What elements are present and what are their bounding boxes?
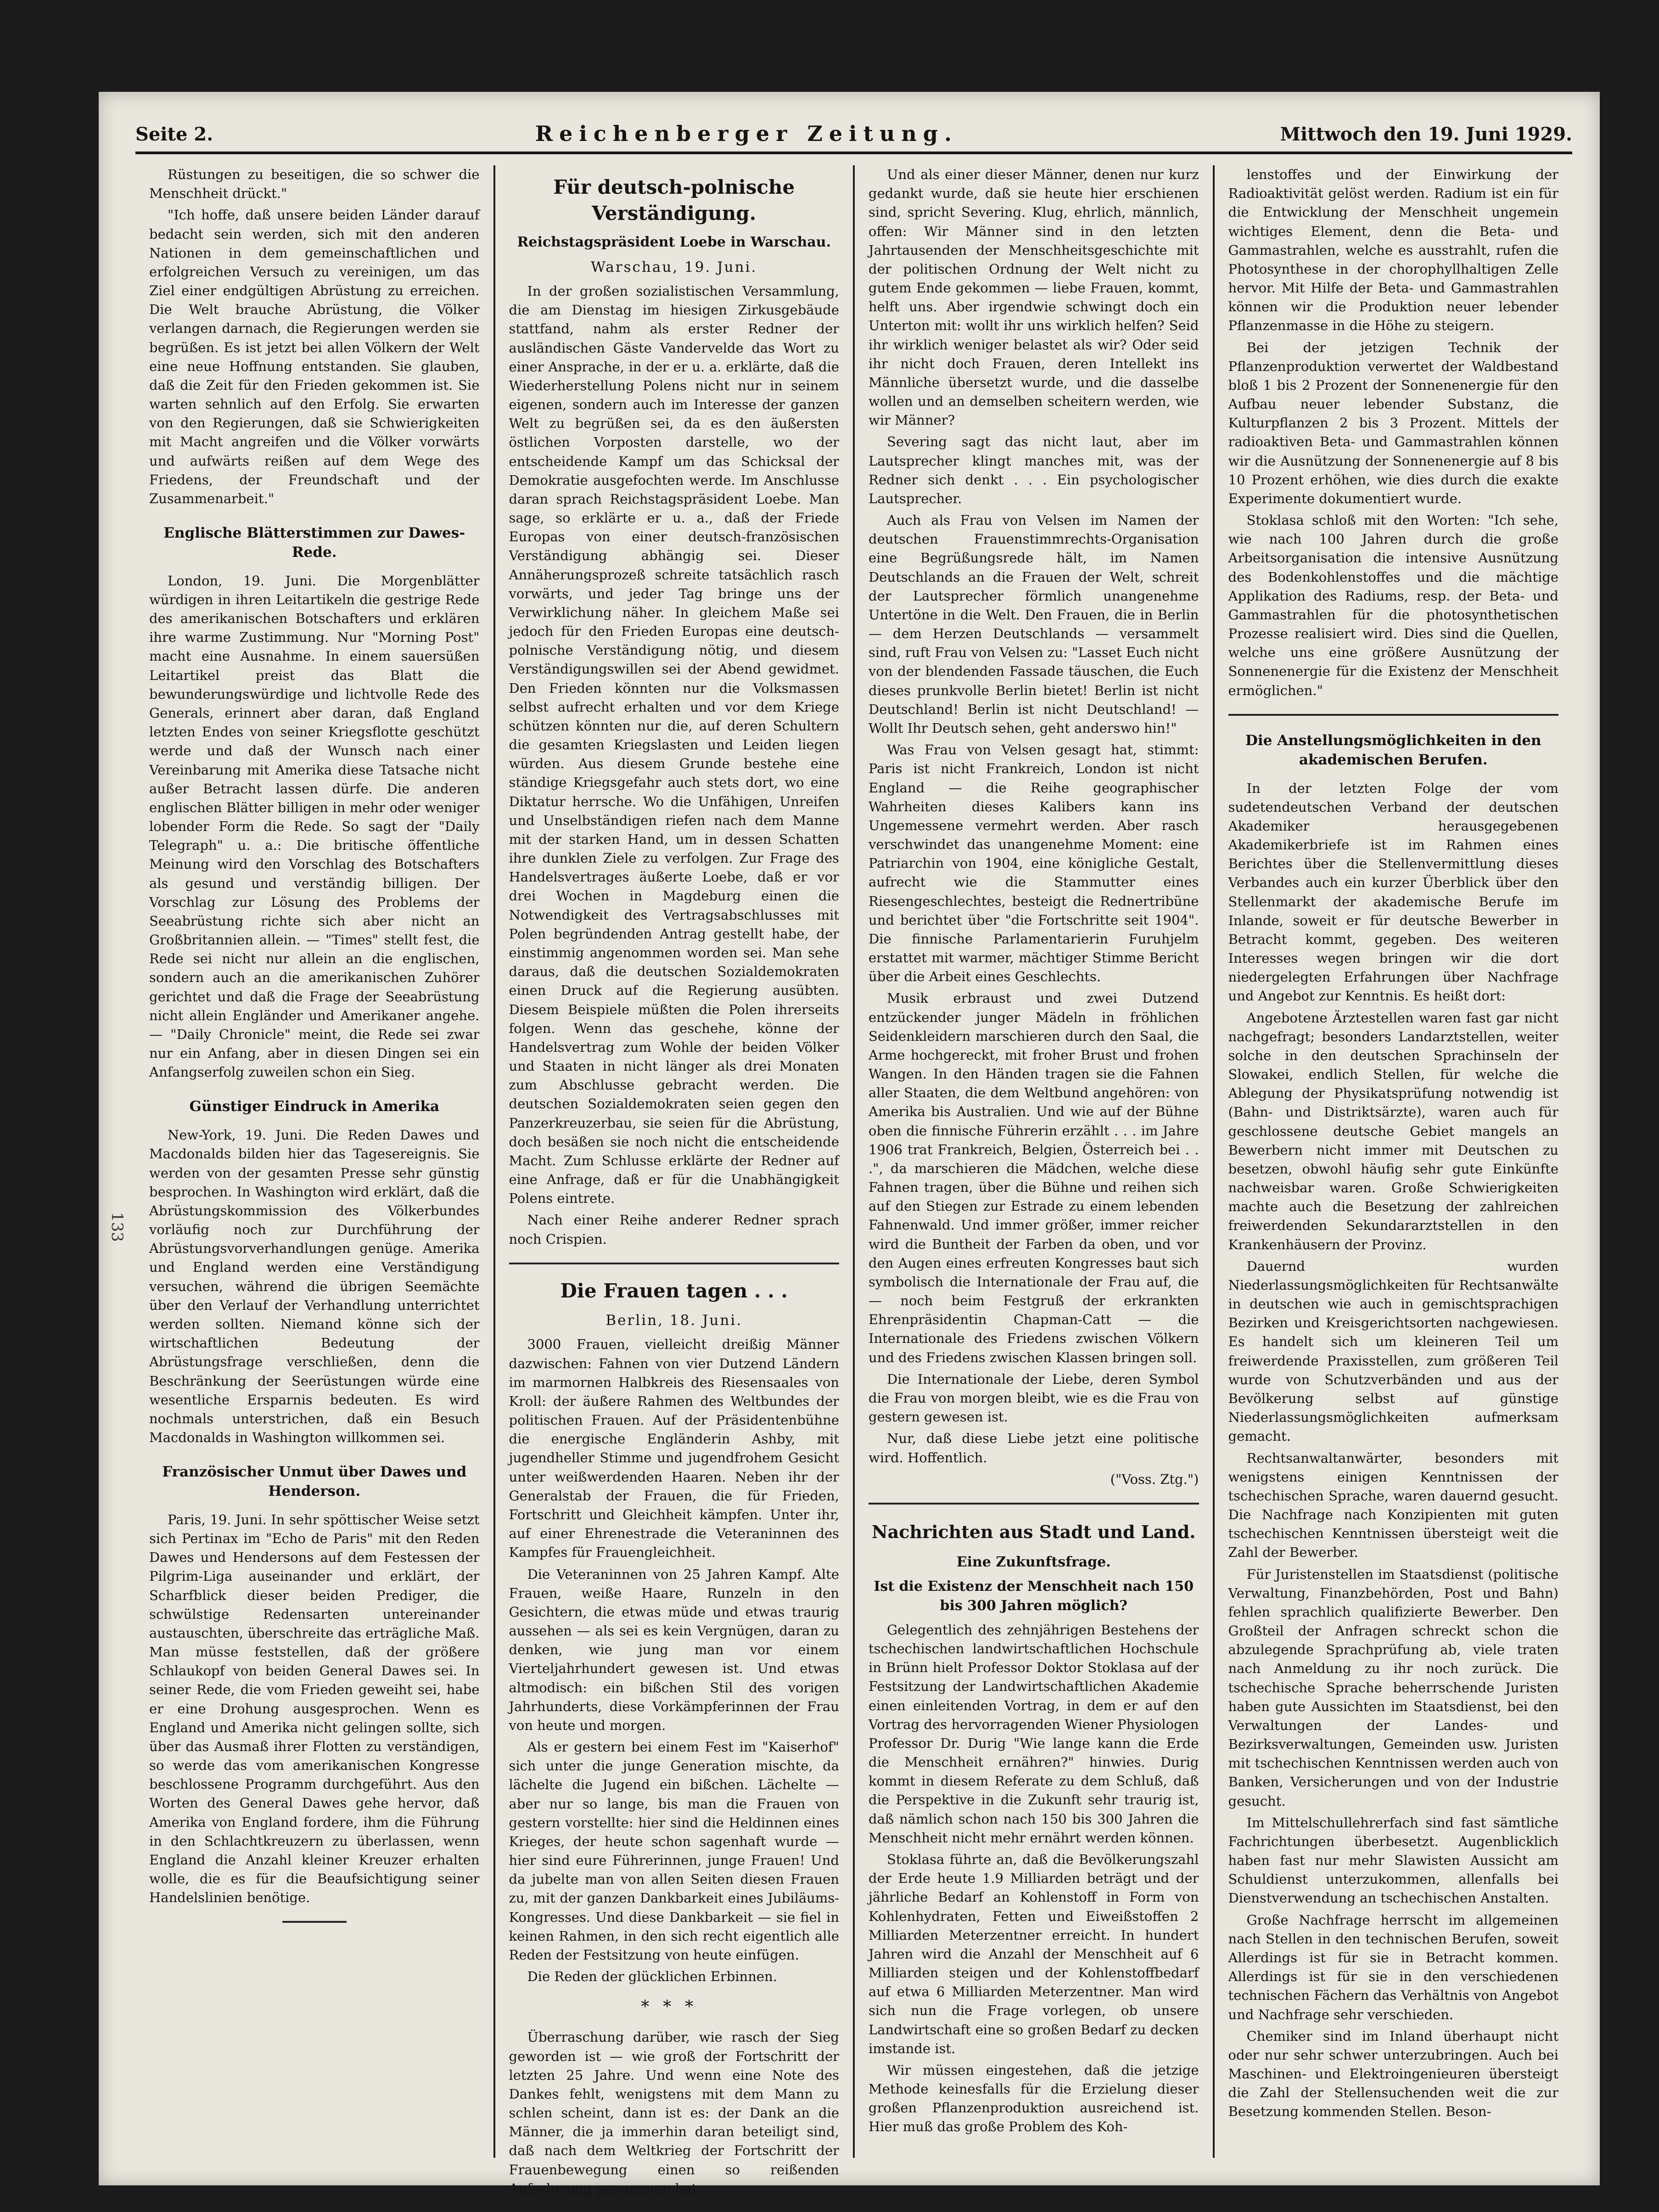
- newspaper-title: Reichenberger Zeitung.: [535, 121, 958, 146]
- article-subheadline: Reichstagspräsident Loebe in Warschau.: [517, 234, 831, 251]
- article-paragraph: Auch als Frau von Velsen im Namen der deutschen Frauenstimmrechts-Organisation eine Begrüßungsrede hält, im Namen Deutschlands an die Frauen der Welt, schreit der Lautsprecher förmlich unangenehme Untertöne in die Welt. Den Frauen, die in Berlin — dem Herzen Deutschlands — versammelt sind, ruft Frau von Velsen zu: "Lasset Euch nicht von der blendenden Fassade täuschen, die Euch dieses prunkvolle Berlin bietet! Berlin ist nicht Deutschland! Berlin ist nicht Deutschland! — Wollt Ihr Deutsch sehen, geht anderswo hin!": [869, 512, 1199, 736]
- issue-date: Mittwoch den 19. Juni 1929.: [1280, 124, 1572, 145]
- article-paragraph: Im Mittelschullehrerfach sind fast sämtliche Fachrichtungen überbesetzt. Augenblicklich haben fast nur mehr Slawisten Aussicht am Schuldienst unterzukommen, allenfalls bei Dienstverwendung an tschechischen Anstalten.: [1228, 1814, 1558, 1906]
- source-credit: ("Voss. Ztg."): [1110, 1471, 1199, 1487]
- article-paragraph: Große Nachfrage herrscht im allgemeinen nach Stellen in den technischen Berufen, soweit Allerdings ist für sie in Betracht kommen. Allerdings ist für sie in den verschiedenen technischen Fächern das Verhältnis von Angebot und Nachfrage sehr verschieden.: [1228, 1912, 1558, 2022]
- article-paragraph: Musik erbraust und zwei Dutzend entzückender junger Mädeln in fröhlichen Seidenkleidern marschieren durch den Saal, die Arme hochgereckt, mit froher Brust und frohen Wangen. In den Händen tragen sie die Fahnen aller Staaten, die dem Weltbund angehören: von Amerika bis Australien. Und wie auf der Bühne oben die finnische Führerin erzählt . . . im Jahre 1906 trat Frankreich, Belgien, Österreich bei . . .", da marschieren die Mädchen, welche diese Fahnen tragen, über die Bühne und reihen sich auf den Stiegen zur Estrade zu einem lebenden Fahnenwald. Und immer größer, immer reicher wird die Buntheit der Farben da oben, und vor den Augen eines erfreuten Kongresses baut sich symbolisch die Internationale der Frau auf, die — noch beim Festgruß der erkrankten Ehrenpräsidentin Chapman-Catt — die Internationale des Friedens zwischen Völkern und des Friedens zwischen Klassen bringen soll.: [869, 990, 1199, 1365]
- article-paragraph: Rüstungen zu beseitigen, die so schwer die Menschheit drückt.": [149, 167, 480, 202]
- newspaper-page: [99, 92, 1600, 2196]
- article-paragraph: Die Internationale der Liebe, deren Symbol die Frau von morgen bleibt, wie es die Frau von gestern gewesen ist.: [869, 1371, 1199, 1425]
- article-paragraph: "Ich hoffe, daß unsere beiden Länder darauf bedacht sein werden, sich mit den anderen Nationen in dem gemeinschaftlichen und erfolgreichen Versuch zu vereinigen, um das Ziel einer endgültigen Abrüstung zu erreichen. Die Welt brauche Abrüstung, die Völker verlangen darnach, die Regierungen werden sie begrüßen. Es ist jetzt bei allen Völkern der Welt eine neue Hoffnung entstanden. Sie glauben, daß die Zeit für den Frieden gekommen ist. Sie warten sehnlich auf den Erfolg. Sie erwarten von den Regierungen, daß sie Schwierigkeiten mit Macht angreifen und die Völker vorwärts und aufwärts reißen auf dem Wege des Friedens, der Freundschaft und der Zusammenarbeit.": [149, 207, 480, 506]
- article-paragraph: Chemiker sind im Inland überhaupt nicht oder nur sehr schwer unterzubringen. Auch bei Maschinen- und Elektroingenieuren übersteigt die Zahl der Stellensuchenden weit die zur Besetzung kommenden Stellen. Beson-: [1228, 2028, 1558, 2120]
- article-paragraph: London, 19. Juni. Die Morgenblätter würdigen in ihren Leitartikeln die gestrige Rede des amerikanischen Botschafters und erklären ihre warme Zustimmung. Nur "Morning Post" macht eine Ausnahme. In einem sauersüßen Leitartikel preist das Blatt die bewunderungswürdige und lichtvolle Rede des Generals, erinnert aber daran, daß England letzten Endes von seiner Kriegsflotte geschützt werde und daß der Wunsch nach einer Vereinbarung mit Amerika diese Tatsache nicht außer Betracht lassen dürfe. Die anderen englischen Blätter billigen in mehr oder weniger lobender Form die Rede. So sagt der "Daily Telegraph" u. a.: Die britische öffentliche Meinung wird den Vorschlag des Botschafters als gesund und verständig billigen. Der Vorschlag zur Lösung des Problems der Seeabrüstung richte sich aber nicht an Großbritannien allein. — "Times" stellt fest, die Rede sei nicht nur allein an die englischen, sondern auch an die amerikanischen Zuhörer gerichtet und daß die Frage der Seeabrüstung nicht allein Engländer und Amerikaner angehe. — "Daily Chronicle" meint, die Rede sei zwar nur ein Anfang, aber in diesen Dingen sei ein Anfangserfolg zuweilen schon ein Sieg.: [149, 573, 480, 1080]
- article-columns: [135, 165, 1572, 2196]
- article-paragraph: Stoklasa führte an, daß die Bevölkerungszahl der Erde heute 1.9 Milliarden beträgt und der jährliche Bedarf an Kohlenstoff in Form von Kohlenhydraten, Fetten und Eiweißstoffen 2 Milliarden Meterzentner erreicht. In hundert Jahren wird die Anzahl der Menschheit auf 6 Milliarden steigen und der Kohlenstoffbedarf auf etwa 6 Milliarden Meterzentner. Man wird sich nun die Frage vorlegen, ob unsere Landwirtschaft eine so großen Bedarf zu decken imstande ist.: [869, 1852, 1199, 2056]
- article-headline: Englische Blätterstimmen zur Dawes-Rede.: [163, 525, 465, 561]
- article-paragraph: Als er gestern bei einem Fest im "Kaiserhof" sich unter die junge Generation mischte, da lächelte die Jugend ein bißchen. Lächelte — aber nur so lange, bis man die Frauen von gestern vorstellte: hier sind die Heldinnen eines Krieges, der heute schon sagenhaft wurde — hier sind eure Führerinnen, junge Frauen! Und da jubelte man von allen Seiten diesen Frauen zu, mit der ganzen Dankbarkeit eines Jubiläums-Kongresses. Und diese Dankbarkeit — sie fiel in keinen Rahmen, in den sich recht eigentlich alle Reden der Festsitzung von heute einfügen.: [509, 1739, 839, 1963]
- article-question-headline: Ist die Existenz der Menschheit nach 150 bis 300 Jahren möglich?: [874, 1578, 1194, 1614]
- article-headline: Die Frauen tagen . . .: [560, 1279, 788, 1302]
- article-headline: Günstiger Eindruck in Amerika: [189, 1098, 440, 1115]
- article-paragraph: lenstoffes und der Einwirkung der Radioaktivität gelöst werden. Radium ist ein für die Entwicklung der Menschheit ungemein wichtiges Element, denn die Beta- und Gammastrahlen, welche es ausstrahlt, rufen die Photosynthese in der chorophyllhaltigen Zelle hervor. Mit Hilfe der Beta- und Gammastrahlen können wir die Produktion neuer lebender Pflanzenmasse in die Höhe zu steigern.: [1228, 167, 1558, 334]
- masthead: [135, 110, 1572, 154]
- article-paragraph: In der letzten Folge der vom sudetendeutschen Verband der deutschen Akademiker herausgegebenen Akademikerbriefe ist im Rahmen eines Berichtes über die Stellenvermittlung dieses Verbandes auch ein kurzer Überblick über den Stellenmarkt der akademische Berufe im Inlande, soweit er für deutsche Bewerber in Betracht kommt, gegeben. Des weiteren Interesses wegen bringen wir die dort niedergelegten Erfahrungen über Nachfrage und Angebot zur Kenntnis. Es heißt dort:: [1228, 780, 1558, 1004]
- asterism-divider: ***: [641, 1998, 707, 2017]
- article-paragraph: Wir müssen eingestehen, daß die jetzige Methode keinesfalls für die Erzielung dieser großen Pflanzenproduktion ausreichend ist. Hier muß das große Problem des Koh-: [869, 2062, 1199, 2135]
- article-dateline: Berlin, 18. Juni.: [605, 1312, 743, 1329]
- article-paragraph: Für Juristenstellen im Staatsdienst (politische Verwaltung, Finanzbehörden, Post und Bahn) fehlen sprachlich qualifizierte Bewerber. Den Großteil der Anfragen schreckt schon die abzulegende Sprachprüfung ab, viele traten nach Anmeldung zu ihr noch zurück. Die tschechische Sprache beherrschende Juristen haben gute Aussichten im Staatsdienst, bei den Verwaltungen der Landes- und Bezirksverwaltungen, Gemeinden usw. Juristen mit tschechischen Kenntnissen werden auch von Banken, Versicherungen und von der Industrie gesucht.: [1228, 1566, 1558, 1809]
- article-paragraph: Nur, daß diese Liebe jetzt eine politische wird. Hoffentlich.: [869, 1431, 1199, 1465]
- article-subheadline: Eine Zukunftsfrage.: [956, 1554, 1111, 1571]
- article-paragraph: Severing sagt das nicht laut, aber im Lautsprecher klingt manches mit, was der Redner sich denkt . . . Ein psychologischer Lautsprecher.: [869, 434, 1199, 506]
- article-paragraph: 3000 Frauen, vielleicht dreißig Männer dazwischen: Fahnen von vier Dutzend Ländern im marmornen Halbkreis des Riesensaales von Kroll: der äußere Rahmen des Weltbundes der politischen Frauen. Auf der Präsidentenbühne die energische Engländerin Ashby, mit jugendheller Stimme und jugendfrohem Gesicht unter weißwerdenden Haaren. Neben ihr der Generalstab der Frauen, die für Frieden, Fortschritt und Gleichheit kämpfen. Unter ihr, auf einer Ehrenestrade die Veteraninnen des Kampfes für Frauengleichheit.: [509, 1336, 839, 1561]
- section-divider: [282, 1921, 347, 1923]
- article-paragraph: New-York, 19. Juni. Die Reden Dawes und Macdonalds bilden hier das Tagesereignis. Sie werden von der gesamten Presse sehr günstig besprochen. In Washington wird erklärt, daß die Abrüstungskommission des Völkerbundes vorläufig noch zur Durchführung der Abrüstungsvorverhandlungen genüge. Amerika und England werden eine Verständigung versuchen, während die übrigen Seemächte über den Verlauf der Verhandlung unterrichtet werden sollten. Niemand könne sich der wirtschaftlichen Bedeutung der Abrüstungsfrage verschließen, denn die Beschränkung der Seerüstungen würde eine wesentliche Ersparnis bedeuten. Es wird nochmals unterstrichen, daß ein Besuch Macdonalds in Washington willkommen sei.: [149, 1127, 480, 1446]
- article-paragraph: Die Reden der glücklichen Erbinnen.: [527, 1969, 777, 1985]
- article-paragraph: Paris, 19. Juni. In sehr spöttischer Weise setzt sich Pertinax im "Echo de Paris" mit den Reden Dawes und Hendersons auf dem Festessen der Pilgrim-Liga auseinander und erklärt, der Scharfblick dieser beiden Prediger, die schwülstige Redensarten untereinander austauschten, überschreite das erträgliche Maß. Man müsse feststellen, daß der größere Schlaukopf von beiden General Dawes sei. In seiner Rede, die vom Frieden geweiht sei, habe er eine Drohung ausgesprochen. Wenn es England und Amerika nicht gelingen sollte, sich über das Ausmaß ihrer Flotten zu verständigen, so werde das vom amerikanischen Kongresse beschlossene Programm durchgeführt. Aus den Worten des General Dawes gehe hervor, daß Amerika von England fordere, ihm die Führung in den Schlachtkreuzern zu überlassen, wenn England die Anzahl kleiner Kreuzer erhalten wolle, die es für die Beaufsichtigung seiner Handelslinien benötige.: [149, 1511, 480, 1906]
- article-paragraph: Stoklasa schloß mit den Worten: "Ich sehe, wie nach 100 Jahren durch die große Arbeitsorganisation die intensive Ausnützung des Bodenkohlenstoffes und die mächtige Applikation des Radiums, resp. der Beta- und Gammastrahlen für die photosynthetischen Prozesse realisiert wird. Dies sind die Quellen, welche uns eine größere Ausnützung der Sonnenenergie für die Existenz der Menschheit ermöglichen.": [1228, 512, 1558, 698]
- article-paragraph: Die Veteraninnen von 25 Jahren Kampf. Alte Frauen, weiße Haare, Runzeln in den Gesichtern, die etwas müde und etwas traurig aussehen — als sei es kein Vergnügen, daran zu denken, wie jung man vor einem Vierteljahrhundert gewesen ist. Und etwas altmodisch: ein bißchen Stil des vorigen Jahrhunderts, diese Vorkämpferinnen der Frau von heute und morgen.: [509, 1566, 839, 1733]
- column-1: [135, 165, 495, 2158]
- article-paragraph: Gelegentlich des zehnjährigen Bestehens der tschechischen landwirtschaftlichen Hochschule in Brünn hielt Professor Doktor Stoklasa auf der Festsitzung der Landwirtschaftlichen Akademie einen einleitenden Vortrag, in dem er auf den Vortrag des hervorragenden Wiener Physiologen Professor Dr. Durig "Wie lange kann die Erde die Menschheit ernähren?" hinwies. Durig kommt in diesem Referate zu dem Schluß, daß die Perspektive in die Zukunft sehr traurig ist, daß nämlich schon nach 150 bis 300 Jahren die Menschheit nicht mehr ernährt werden können.: [869, 1622, 1199, 1846]
- margin-annotation: 133: [108, 1212, 126, 1242]
- column-2: [495, 165, 855, 2196]
- article-paragraph: Nach einer Reihe anderer Redner sprach noch Crispien.: [509, 1212, 839, 1247]
- article-paragraph: Überraschung darüber, wie rasch der Sieg geworden ist — wie groß der Fortschritt der letzten 25 Jahre. Und wenn eine Note des Dankes fehlt, wenigstens mit dem Mann zu schlen scheint, dann ist es: der Dank an die Männer, die ja immerhin daran beteiligt sind, daß nach dem Weltkrieg der Fortschritt der Frauenbewegung einen so reißenden Aufschwung genommen hat.: [509, 2029, 839, 2196]
- article-headline: Französischer Unmut über Dawes und Henderson.: [162, 1464, 467, 1500]
- section-divider: [869, 1503, 1199, 1505]
- column-4: [1215, 165, 1573, 2158]
- section-divider: [509, 1263, 840, 1264]
- article-paragraph: Dauernd wurden Niederlassungsmöglichkeiten für Rechtsanwälte in deutschen wie auch in gemischtsprachigen Bezirken und Kreisgerichtsorten nachgewiesen. Es handelt sich um kleineren Teil um freiwerdende Praxisstellen, zum größeren Teil wurde von Schutzverbänden und aus der Bevölkerung selbst auf günstige Niederlassungsmöglichkeiten aufmerksam gemacht.: [1228, 1258, 1558, 1444]
- article-paragraph: Was Frau von Velsen gesagt hat, stimmt: Paris ist nicht Frankreich, London ist nicht England — die Reihe geographischer Wahrheiten dieses Kalibers kann ins Ungemessene vermehrt werden. Aber rasch verschwindet das unangenehme Moment: eine Patriarchin von 1904, eine königliche Gestalt, aufrecht wie die Stammutter eines Riesengeschlechtes, besteigt die Rednertribüne und berichtet über "die Fortschritte seit 1904". Die finnische Parlamentarierin Furuhjelm erstattet mit warmer, mächtiger Stimme Bericht über die Arbeit eines Geschlechts.: [869, 742, 1199, 985]
- column-3: [855, 165, 1215, 2158]
- article-headline: Für deutsch-polnische Verständigung.: [553, 176, 795, 225]
- page-number: Seite 2.: [135, 124, 213, 145]
- article-paragraph: Rechtsanwaltanwärter, besonders mit wenigstens einigen Kenntnissen der tschechischen Sprache, waren dauernd gesucht. Die Nachfrage nach Konzipienten mit guten tschechischen Kenntnissen übersteigt weit die Zahl der Bewerber.: [1228, 1450, 1558, 1561]
- article-paragraph: Angebotene Ärztestellen waren fast gar nicht nachgefragt; besonders Landarztstellen, weiter solche in den deutschen Sprachinseln der Slowakei, endlich Stellen, für welche die Ablegung der Physikatsprüfung notwendig ist (Bahn- und Distriktsärzte), waren auch für geschlossene deutsche Gebiet mangels an Bewerbern nicht immer mit Deutschen zu besetzen, obwohl häufig sehr gute Einkünfte nachweisbar waren. Große Schwierigkeiten machte auch die Besetzung der zahlreichen freiwerdenden Sekundararztstellen in den Krankenhäusern der Provinz.: [1228, 1010, 1558, 1252]
- article-paragraph: In der großen sozialistischen Versammlung, die am Dienstag im hiesigen Zirkusgebäude stattfand, nahm als erster Redner der ausländischen Gäste Vandervelde das Wort zu einer Ansprache, in der er u. a. erklärte, daß die Wiederherstellung Polens nicht nur in seinem eigenen, sondern auch im Interesse der ganzen Welt zu begrüßen sei, da es den äußersten östlichen Vorposten darstelle, wo der entscheidende Kampf um das Schicksal der Demokratie ausgefochten werde. Im Anschlusse daran sprach Reichstagspräsident Loebe. Man sage, so erklärte er u. a., daß der Friede Europas von einer deutsch-französischen Verständigung abhängig sei. Dieser Annäherungsprozeß schreite tatsächlich rasch vorwärts, und jeder Tag bringe uns der Verwirklichung näher. In gleichem Maße sei jedoch für den Frieden Europas eine deutsch-polnische Verständigung nötig, und diesem Verständigungswillen sei der Abend gewidmet. Den Frieden könnten nur die Volksmassen selbst aufrecht erhalten und vor dem Kriege schützen könnten nur die, auf deren Schultern die gesamten Kriegslasten und Leiden liegen würden. Aus diesem Grunde bestehe eine ständige Kriegsgefahr auch stets dort, wo eine Diktatur herrsche. Wo die Unfähigen, Unreifen und Unselbständigen riefen nach dem Manne mit der starken Hand, um in dessen Schatten ihre dunklen Ziele zu verfolgen. Zur Frage des Handelsvertrages äußerte Loebe, daß er vor drei Wochen in Magdeburg einen die Notwendigkeit des Vertragsabschlusses mit Polen begründenden Antrag gestellt habe, der einstimmig angenommen worden sei. Man sehe daraus, daß die deutschen Sozialdemokraten einen Druck auf die Regierung ausübten. Diesem Beispiele müßten die Polen ihrerseits folgen. Wenn das geschehe, könne der Handelsvertrag zum Wohle der beiden Völker und Staaten in nicht länger als drei Monaten zum Abschlusse gebracht werden. Die deutschen Sozialdemokraten seien gegen den Panzerkreuzerbau, sie seien für die Abrüstung, doch besäßen sie noch nicht die entscheidende Macht. Zum Schlusse erklärte der Redner auf eine Anfrage, daß er für die Unabhängigkeit Polens eintrete.: [509, 283, 839, 1207]
- article-paragraph: Und als einer dieser Männer, denen nur kurz gedankt wurde, daß sie heute hier erschienen sind, spricht Severing. Klug, ehrlich, männlich, offen: Wir Männer sind in den letzten Jahrtausenden der Menschheitsgeschichte mit der politischen Ordnung der Welt nicht zu gutem Ende gekommen — liebe Frauen, kommt, helft uns. Aber irgendwie schwingt doch ein Unterton mit: wollt ihr uns wirklich helfen? Seid ihr wirklich weniger belastet als wir? Oder seid ihr nicht doch Frauen, deren Intellekt ins Männliche übersetzt wurde, und die dasselbe wollen und an demselben scheitern werden, wie wir Männer?: [869, 167, 1199, 428]
- article-dateline: Warschau, 19. Juni.: [591, 258, 757, 275]
- article-paragraph: Bei der jetzigen Technik der Pflanzenproduktion verwertet der Waldbestand bloß 1 bis 2 Prozent der Sonnenenergie für den Aufbau neuer lebender Substanz, die Kulturpflanzen 2 bis 3 Prozent. Mittels der radioaktiven Beta- und Gammastrahlen können wir die Ausnützung der Sonnenenergie auf 8 bis 10 Prozent erhöhen, wie dies durch die exakte Experimente dokumentiert wurde.: [1228, 339, 1558, 506]
- section-heading: Nachrichten aus Stadt und Land.: [871, 1521, 1196, 1542]
- article-headline: Die Anstellungsmöglichkeiten in den akademischen Berufen.: [1245, 732, 1541, 768]
- section-divider: [1228, 714, 1559, 716]
